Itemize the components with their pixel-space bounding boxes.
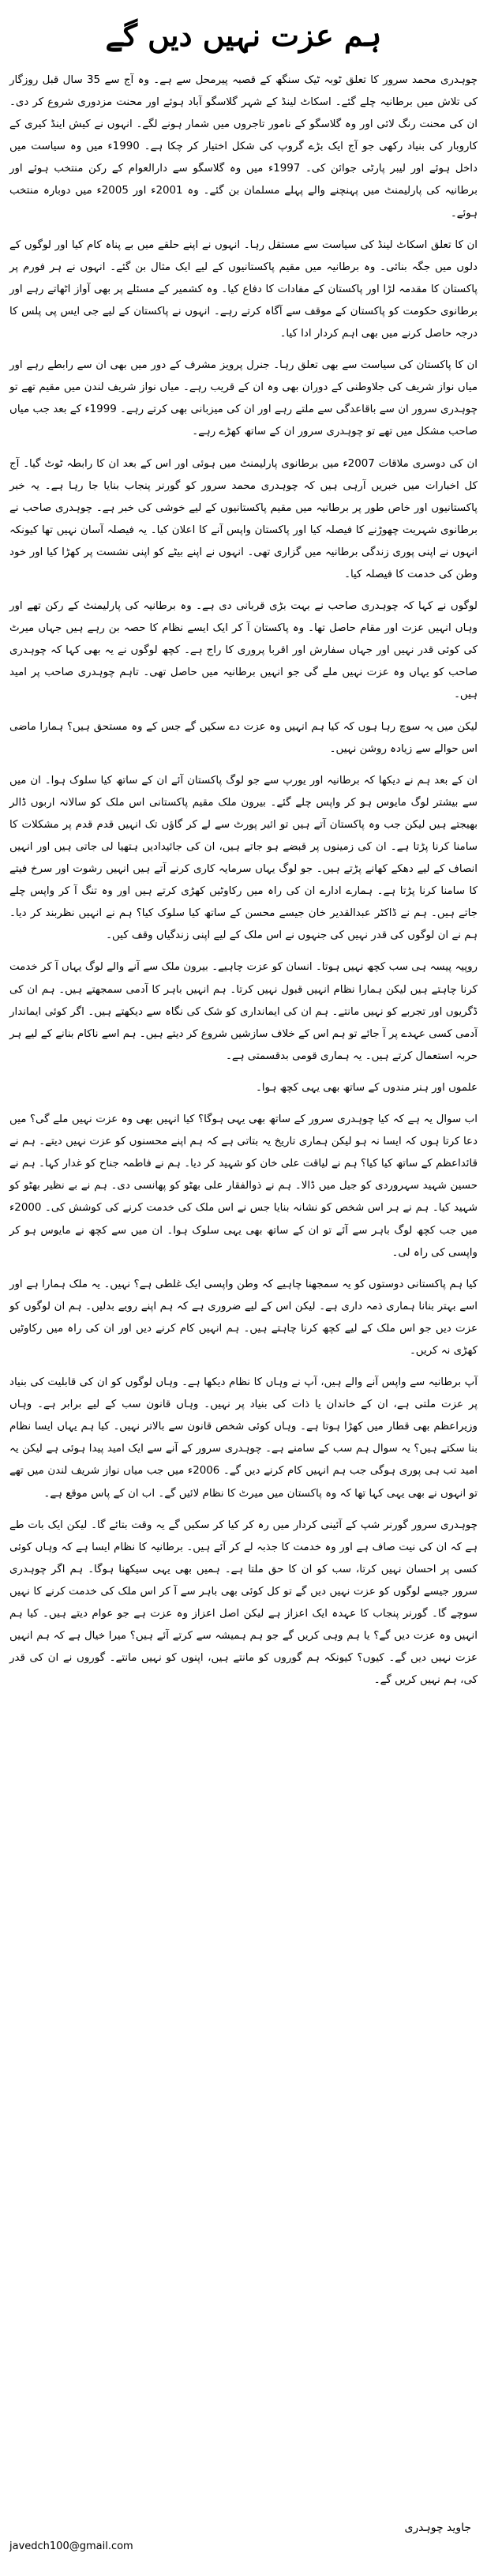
article-paragraph: ان کے بعد ہم نے دیکھا کہ برطانیہ اور یورپ سے جو لوگ پاکستان آئے ان کے ساتھ کیا سلوک ہوا۔ ان میں سے بیشتر لوگ مایوس ہو کر واپس چلے گئے۔ بیرون ملک مقیم پاکستانی اس ملک کو سالانہ اربوں ڈالر بھیجتے ہیں لیکن جب وہ پاکستان آتے ہیں تو ائیر پورٹ سے لے کر گاؤں تک انہیں قدم قدم پر مشکلات کا سامنا کرنا پڑتا ہے۔ ان کی زمینوں پر قبضے ہو جاتے ہیں، ان کی جائیدادیں ہتھیا لی جاتی ہیں اور انہیں انصاف کے لیے دھکے کھانے پڑتے ہیں۔ جو لوگ یہاں سرمایہ کاری کرنے آتے ہیں انہیں رشوت اور سرخ فیتے کا سامنا کرنا پڑتا ہے۔ ہمارے ادارے ان کی راہ میں رکاوٹیں کھڑی کرتے ہیں اور وہ تنگ آ کر واپس چلے جاتے ہیں۔ ہم نے ڈاکٹر عبدالقدیر خان جیسے محسن کے ساتھ کیا سلوک کیا؟ ہم نے انہیں نظربند کر دیا۔ ہم نے ان لوگوں کی قدر نہیں کی جنہوں نے اس ملک کے لیے اپنی زندگیاں وقف کیں۔: [9, 774, 478, 942]
article-paragraph: ان کا تعلق اسکاٹ لینڈ کی سیاست سے مستقل رہا۔ انہوں نے اپنے حلقے میں بے پناہ کام کیا اور لوگوں کے دلوں میں جگہ بنائی۔ وہ برطانیہ میں مقیم پاکستانیوں کے لیے ایک مثال بن گئے۔ انہوں نے ہر فورم پر پاکستان کا مقدمہ لڑا اور پاکستان کے مفادات کا دفاع کیا۔ وہ کشمیر کے مسئلے پر بھی آواز اٹھاتے رہے اور برطانوی حکومت کو پاکستان کے موقف سے آگاہ کرتے رہے۔ انہوں نے پاکستان کے لیے جی ایس پی پلس کا درجہ حاصل کرنے میں بھی اہم کردار ادا کیا۔: [9, 238, 478, 340]
article-paragraph: چوہدری سرور گورنر شپ کے آئینی کردار میں رہ کر کیا کر سکیں گے یہ وقت بتائے گا۔ لیکن ایک بات طے ہے کہ ان کی نیت صاف ہے اور وہ خدمت کا جذبہ لے کر آئے ہیں۔ برطانیہ کا نظام ایسا ہے کہ وہاں کوئی کسی پر احسان نہیں کرتا، سب کو ان کا حق ملتا ہے۔ ہمیں بھی یہی سیکھنا ہوگا۔ ہم اگر چوہدری سرور جیسے لوگوں کو عزت نہیں دیں گے تو کل کوئی بھی باہر سے آ کر اس ملک کی خدمت کرنے کا نہیں سوچے گا۔ گورنر پنجاب کا عہدہ ایک اعزاز ہے لیکن اصل اعزاز وہ عزت ہے جو عوام دیتے ہیں۔ کیا ہم انہیں وہ عزت دیں گے؟ یا ہم وہی کریں گے جو ہم ہمیشہ سے کرتے آئے ہیں؟ میرا خیال ہے کہ ہم انہیں عزت نہیں دیں گے۔ کیوں؟ کیونکہ ہم گوروں کو مانتے ہیں، اپنوں کو نہیں مانتے۔ گوروں نے ان کی قدر کی، ہم نہیں کریں گے۔: [9, 1519, 478, 1687]
article-body: [9, 69, 478, 1692]
article-paragraph: علموں اور ہنر مندوں کے ساتھ بھی یہی کچھ ہوا۔: [255, 1081, 478, 1094]
article-paragraph: چوہدری محمد سرور کا تعلق ٹوبہ ٹیک سنگھ کے قصبہ پیرمحل سے ہے۔ وہ آج سے 35 سال قبل روزگار کی تلاش میں برطانیہ چلے گئے۔ اسکاٹ لینڈ کے شہر گلاسگو آباد ہوئے اور محنت مزدوری شروع کر دی۔ ان کی محنت رنگ لائی اور وہ گلاسگو کے نامور تاجروں میں شمار ہونے لگے۔ انہوں نے کیش اینڈ کیری کے کاروبار کی بنیاد رکھی جو آج ایک بڑے گروپ کی شکل اختیار کر چکا ہے۔ 1990ء میں وہ سیاست میں داخل ہوئے اور لیبر پارٹی جوائن کی۔ 1997ء میں وہ گلاسگو سے دارالعوام کے رکن منتخب ہوئے اور برطانیہ کی پارلیمنٹ میں پہنچنے والے پہلے مسلمان بن گئے۔ وہ 2001ء اور 2005ء میں دوبارہ منتخب ہوئے۔: [9, 74, 478, 220]
article-paragraph: ان کی دوسری ملاقات 2007ء میں برطانوی پارلیمنٹ میں ہوئی اور اس کے بعد ان کا رابطہ ٹوٹ گیا۔ آج کل اخبارات میں خبریں آرہی ہیں کہ چوہدری محمد سرور کو گورنر پنجاب بنایا جا رہا ہے۔ یہ خبر پاکستانیوں اور خاص طور پر برطانیہ میں مقیم پاکستانیوں کے لیے خوشی کی خبر ہے۔ چوہدری صاحب نے برطانوی شہریت چھوڑنے کا فیصلہ کیا اور پاکستان واپس آنے کا اعلان کیا۔ یہ فیصلہ آسان نہیں تھا کیونکہ انہوں نے اپنی پوری زندگی برطانیہ میں گزاری تھی۔ انہوں نے اپنے بیٹے کو اپنی نشست پر کھڑا کیا اور خود وطن کی خدمت کا فیصلہ کیا۔: [9, 457, 478, 580]
article-paragraph: ان کا پاکستان کی سیاست سے بھی تعلق رہا۔ جنرل پرویز مشرف کے دور میں بھی ان سے رابطے رہے اور میاں نواز شریف کی جلاوطنی کے دوران بھی وہ ان کے قریب رہے۔ میاں نواز شریف لندن میں مقیم تھے تو چوہدری سرور ان سے باقاعدگی سے ملتے رہے اور ان کی میزبانی بھی کرتے رہے۔ 1999ء کے بعد جب میاں صاحب مشکل میں تھے تو چوہدری سرور ان کے ساتھ کھڑے رہے۔: [9, 359, 478, 438]
article-paragraph: لیکن میں یہ سوچ رہا ہوں کہ کیا ہم انہیں وہ عزت دے سکیں گے جس کے وہ مستحق ہیں؟ ہمارا ماضی اس حوالے سے زیادہ روشن نہیں۔: [9, 720, 478, 755]
article-paragraph: آپ برطانیہ سے واپس آنے والے ہیں، آپ نے وہاں کا نظام دیکھا ہے۔ وہاں لوگوں کو ان کی قابلیت کی بنیاد پر عزت ملتی ہے، ان کے خاندان یا ذات کی بنیاد پر نہیں۔ وہاں قانون سب کے لیے برابر ہے۔ وہاں وزیراعظم بھی قطار میں کھڑا ہوتا ہے۔ وہاں کوئی شخص قانون سے بالاتر نہیں۔ کیا ہم یہاں ایسا نظام بنا سکتے ہیں؟ یہ سوال ہم سب کے سامنے ہے۔ چوہدری سرور کے آنے سے ایک امید پیدا ہوئی ہے لیکن یہ امید تب ہی پوری ہوگی جب ہم انہیں کام کرنے دیں گے۔ 2006ء میں جب میاں نواز شریف لندن میں تھے تو انہوں نے بھی یہی کہا تھا کہ وہ پاکستان میں میرٹ کا نظام لائیں گے۔ اب ان کے پاس موقع ہے۔: [9, 1376, 478, 1500]
article-paragraph: روپیہ پیسہ ہی سب کچھ نہیں ہوتا۔ انسان کو عزت چاہیے۔ بیرون ملک سے آنے والے لوگ یہاں آ کر خدمت کرنا چاہتے ہیں لیکن ہمارا نظام انہیں قبول نہیں کرتا۔ ہم انہیں باہر کا آدمی سمجھتے ہیں۔ ہم ان کی ڈگریوں اور تجربے کو نہیں مانتے۔ ہم ان کی ایمانداری کو شک کی نگاہ سے دیکھتے ہیں۔ اگر کوئی ایماندار آدمی کسی عہدے پر آ جائے تو ہم اس کے خلاف سازشیں شروع کر دیتے ہیں۔ ہم اسے ناکام بنانے کے لیے ہر حربہ استعمال کرتے ہیں۔ یہ ہماری قومی بدقسمتی ہے۔: [9, 961, 478, 1062]
article-paragraph: اب سوال یہ ہے کہ کیا چوہدری سرور کے ساتھ بھی یہی ہوگا؟ کیا انہیں بھی وہ عزت نہیں ملے گی؟ میں دعا کرتا ہوں کہ ایسا نہ ہو لیکن ہماری تاریخ یہ بتاتی ہے کہ ہم اپنے محسنوں کو عزت نہیں دیتے۔ ہم نے قائداعظم کے ساتھ کیا کیا؟ ہم نے لیاقت علی خان کو شہید کر دیا۔ ہم نے فاطمہ جناح کو غدار کہا۔ ہم نے حسین شہید سہروردی کو جیل میں ڈالا۔ ہم نے ذوالفقار علی بھٹو کو پھانسی دی۔ ہم نے بے نظیر بھٹو کو شہید کیا۔ ہم نے ہر اس شخص کو نشانہ بنایا جس نے اس ملک کی خدمت کرنے کی کوشش کی۔ 2000ء میں جب کچھ لوگ باہر سے آئے تو ان کے ساتھ بھی یہی سلوک ہوا۔ ان میں سے کچھ نے مایوس ہو کر واپسی کی راہ لی۔: [9, 1113, 478, 1259]
article-paragraph: لوگوں نے کہا کہ چوہدری صاحب نے بہت بڑی قربانی دی ہے۔ وہ برطانیہ کی پارلیمنٹ کے رکن تھے اور وہاں انہیں عزت اور مقام حاصل تھا۔ وہ پاکستان آ کر ایک ایسے نظام کا حصہ بن رہے ہیں جہاں میرٹ کی کوئی قدر نہیں اور جہاں سفارش اور اقربا پروری کا راج ہے۔ کچھ لوگوں نے یہ بھی کہا کہ چوہدری صاحب کو یہاں وہ عزت نہیں ملے گی جو انہیں برطانیہ میں حاصل تھی۔ تاہم چوہدری صاحب پر امید ہیں۔: [9, 600, 478, 701]
article-byline: [0, 2518, 487, 2555]
author-email[interactable]: javedch100@gmail.com: [9, 2540, 133, 2552]
author-name: جاوید چوہدری: [404, 2522, 471, 2534]
author-email-row: [9, 2538, 478, 2555]
article-paragraph: کیا ہم پاکستانی دوستوں کو یہ سمجھنا چاہیے کہ وطن واپسی ایک غلطی ہے؟ نہیں۔ یہ ملک ہمارا ہے اور اسے بہتر بنانا ہماری ذمہ داری ہے۔ لیکن اس کے لیے ضروری ہے کہ ہم اپنے رویے بدلیں۔ ہم ان لوگوں کو عزت دیں جو اس ملک کے لیے کچھ کرنا چاہتے ہیں۔ ہم انہیں کام کرنے دیں اور ان کی راہ میں رکاوٹیں کھڑی نہ کریں۔: [9, 1278, 478, 1357]
article-headline: ہم عزت نہیں دیں گے: [105, 17, 382, 53]
